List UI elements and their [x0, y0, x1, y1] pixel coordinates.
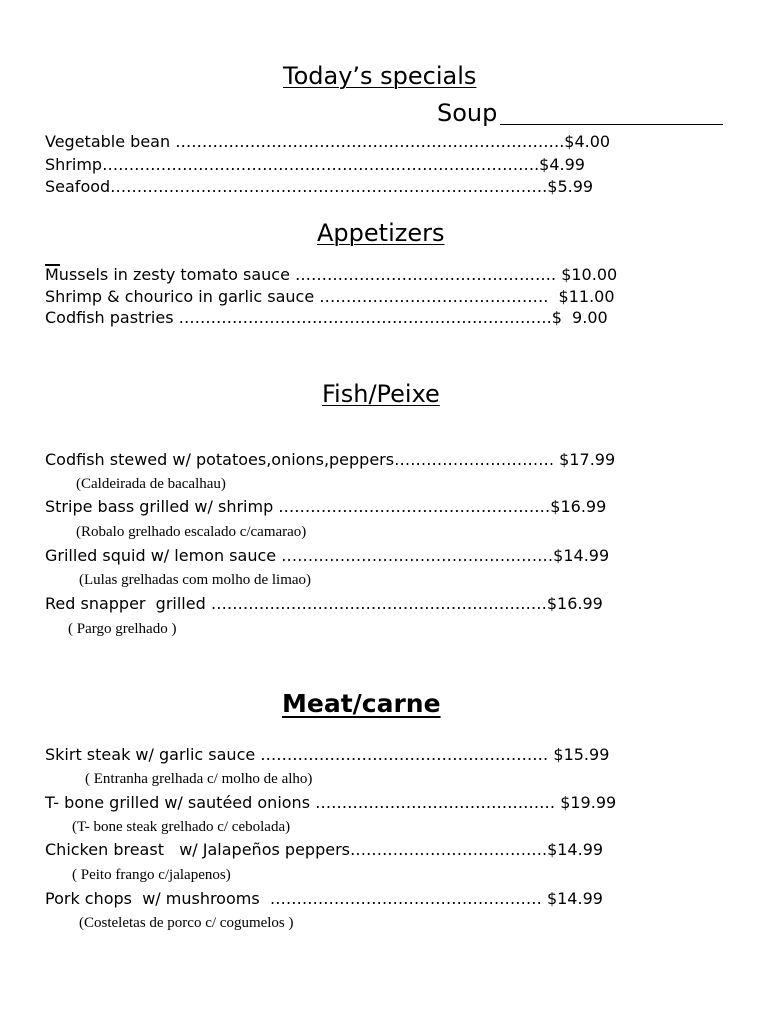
- meat-heading: Meat/carne: [282, 689, 441, 718]
- meat-item: Skirt steak w/ garlic sauce ……………………………………………… $15.99: [45, 745, 610, 764]
- page-title: Today’s specials: [283, 62, 477, 90]
- meat-item-translation: ( Entranha grelhada c/ molho de alho): [85, 771, 313, 787]
- soup-heading: Soup: [437, 99, 498, 127]
- appetizer-item: Codfish pastries …………………………………………………………….$ 9.00: [45, 308, 608, 327]
- fish-item: Stripe bass grilled w/ shrimp ……………………………………………$16.99: [45, 497, 607, 516]
- appetizer-item: Shrimp & chourico in garlic sauce ……………………………………. $11.00: [45, 287, 615, 306]
- soup-heading-rule: [500, 124, 723, 125]
- meat-item: T- bone grilled w/ sautéed onions ……………………………………… $19.99: [45, 793, 617, 812]
- appetizers-heading: Appetizers: [317, 219, 445, 247]
- fish-item-translation: ( Pargo grelhado ): [68, 621, 177, 637]
- fish-item: Grilled squid w/ lemon sauce ……………………………………………$14.99: [45, 546, 610, 565]
- soup-item: Seafood……………………………………………………………………….$5.99: [45, 177, 594, 196]
- appetizer-item: Mussels in zesty tomato sauce …………………………………………. $10.00: [45, 265, 618, 284]
- fish-item: Red snapper grilled ………………………………………………………$16.99: [45, 594, 603, 613]
- meat-item: Chicken breast w/ Jalapeños peppers……………………………….$14.99: [45, 840, 604, 859]
- fish-heading: Fish/Peixe: [322, 380, 440, 408]
- soup-item: Shrimp……………………………………………………………………….$4.99: [45, 155, 585, 174]
- fish-item-translation: (Robalo grelhado escalado c/camarao): [76, 524, 307, 540]
- meat-item-translation: (Costeletas de porco c/ cogumelos ): [79, 915, 294, 931]
- soup-item: Vegetable bean ……………………………………………………………….$4.00: [45, 132, 611, 151]
- fish-item-translation: (Caldeirada de bacalhau): [76, 476, 226, 492]
- meat-item: Pork chops w/ mushrooms …………………………………………… $14.99: [45, 889, 603, 908]
- meat-item-translation: ( Peito frango c/jalapenos): [72, 867, 231, 883]
- fish-item: Codfish stewed w/ potatoes,onions,peppers………………………… $17.99: [45, 450, 616, 469]
- fish-item-translation: (Lulas grelhadas com molho de limao): [79, 572, 312, 588]
- meat-item-translation: (T- bone steak grelhado c/ cebolada): [72, 819, 291, 835]
